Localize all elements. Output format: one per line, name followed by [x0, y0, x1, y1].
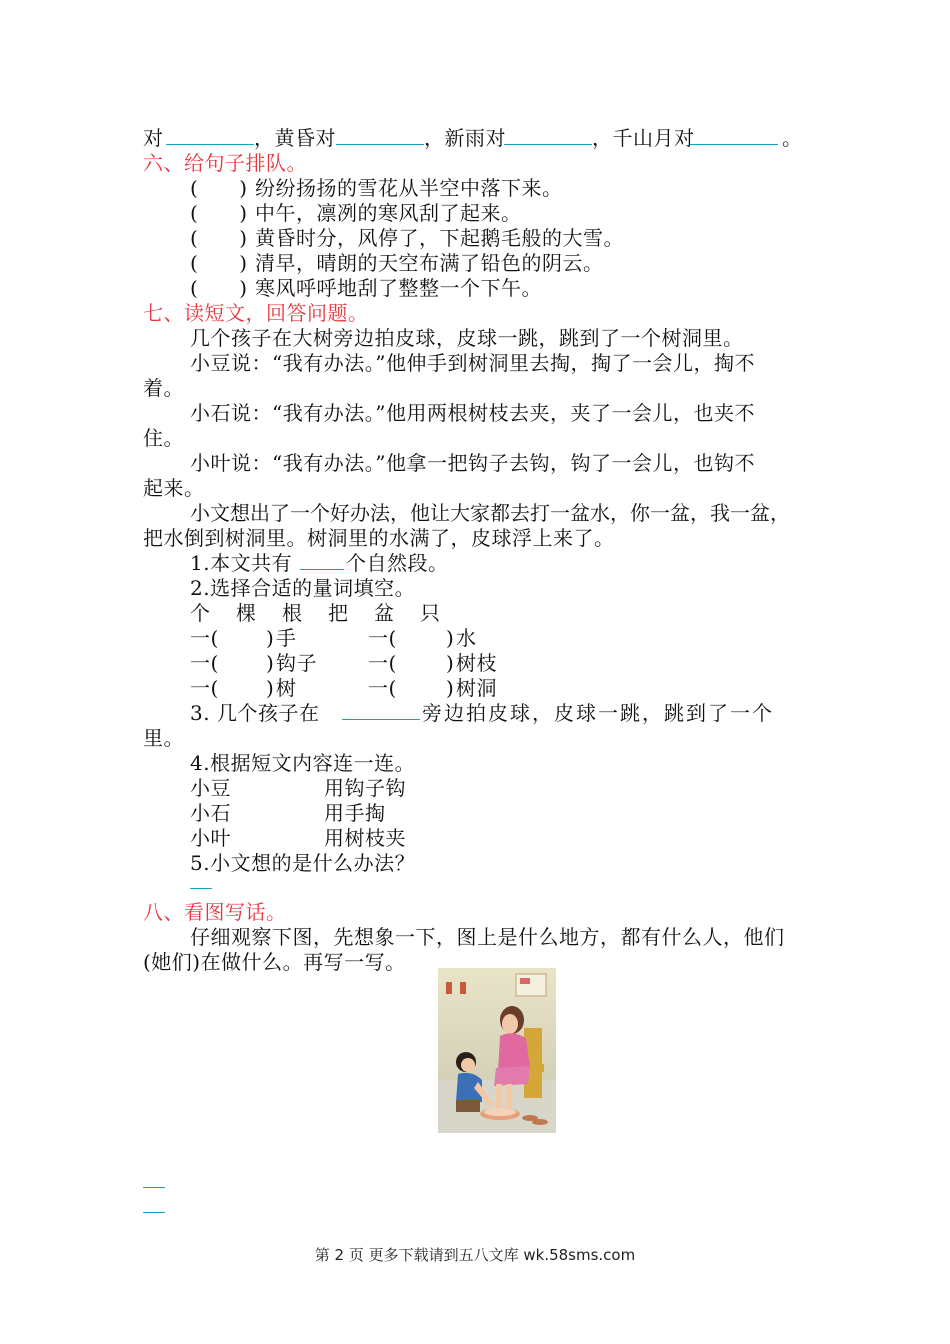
section6-title: 六、给句子排队。: [143, 151, 307, 175]
question-1-blank[interactable]: [300, 551, 344, 570]
question-5: 5.小文想的是什么办法？: [190, 851, 416, 875]
story-paragraph-3-cont: 住。: [143, 426, 184, 450]
match-right-item[interactable]: 用手掏: [324, 801, 386, 825]
fill-prefix: 一(: [190, 626, 219, 650]
fill-noun: 树洞: [456, 676, 497, 700]
fill-noun: 手: [276, 626, 297, 650]
question-3-text-b: 旁边拍皮球，皮球一跳，跳到了一个: [422, 701, 774, 725]
fill-prefix: 一(: [368, 651, 397, 675]
fill-suffix: ): [446, 651, 455, 675]
writing-answer-line-1[interactable]: [143, 1187, 165, 1188]
match-left-item[interactable]: 小叶: [190, 826, 231, 850]
fill-prefix: 一(: [368, 676, 397, 700]
sort-sentence-text: 纷纷扬扬的雪花从半空中落下来。: [255, 176, 563, 200]
story-paragraph-4-cont: 起来。: [143, 476, 205, 500]
couplet-text-5: 。: [782, 126, 803, 150]
question-3-blank[interactable]: [342, 701, 420, 720]
fill-suffix: ): [266, 626, 275, 650]
match-left-item[interactable]: 小豆: [190, 776, 231, 800]
measure-word: 把: [328, 601, 349, 625]
question-1-text-a: 1.本文共有: [190, 551, 293, 575]
measure-word: 只: [420, 601, 441, 625]
question-4: 4.根据短文内容连一连。: [190, 751, 416, 775]
couplet-text-3: ，新雨对: [424, 126, 506, 150]
sort-bracket[interactable]: ( ): [190, 276, 248, 300]
story-paragraph-5: 小文想出了一个好办法，他让大家都去打一盆水，你一盆，我一盆，: [190, 501, 790, 525]
section7-title: 七、读短文，回答问题。: [143, 301, 369, 325]
section8-prompt: 仔细观察下图，先想象一下，图上是什么地方，都有什么人，他们: [190, 925, 785, 949]
story-paragraph-5-cont: 把水倒到树洞里。树洞里的水满了，皮球浮上来了。: [143, 526, 615, 550]
fill-noun: 水: [456, 626, 477, 650]
story-paragraph-2-cont: 着。: [143, 376, 184, 400]
sort-sentence-text: 寒风呼呼地刮了整整一个下午。: [255, 276, 542, 300]
story-paragraph-3: 小石说：“我有办法。”他用两根树枝去夹，夹了一会儿，也夹不: [190, 401, 755, 425]
question-5-answer-line[interactable]: [190, 888, 212, 889]
measure-word: 个: [190, 601, 211, 625]
match-left-item[interactable]: 小石: [190, 801, 231, 825]
couplet-text-4: ，千山月对: [592, 126, 695, 150]
fill-noun: 树: [276, 676, 297, 700]
couplet-blank-3[interactable]: [504, 126, 592, 145]
question-3-text-a: 3. 几个孩子在: [190, 701, 320, 725]
question-3-cont: 里。: [143, 726, 184, 750]
story-paragraph-1: 几个孩子在大树旁边拍皮球，皮球一跳，跳到了一个树洞里。: [190, 326, 744, 350]
fill-noun: 树枝: [456, 651, 497, 675]
couplet-text-2: ，黄昏对: [254, 126, 336, 150]
measure-word: 盆: [374, 601, 395, 625]
sort-bracket[interactable]: ( ): [190, 226, 248, 250]
fill-prefix: 一(: [190, 676, 219, 700]
sort-bracket[interactable]: ( ): [190, 251, 248, 275]
fill-suffix: ): [266, 676, 275, 700]
story-paragraph-4: 小叶说：“我有办法。”他拿一把钩子去钩，钩了一会儿，也钩不: [190, 451, 755, 475]
couplet-text-1: 对: [143, 126, 164, 150]
illustration-child-washing-mother-feet: [438, 968, 556, 1133]
page-footer: 第 2 页 更多下载请到五八文库 wk.58sms.com: [314, 1246, 636, 1264]
fill-suffix: ): [266, 651, 275, 675]
writing-answer-line-2[interactable]: [143, 1212, 165, 1213]
fill-noun: 钩子: [276, 651, 317, 675]
section8-prompt-cont: (她们)在做什么。再写一写。: [143, 950, 406, 974]
question-1-text-b: 个自然段。: [346, 551, 449, 575]
couplet-blank-2[interactable]: [336, 126, 424, 145]
couplet-blank-1[interactable]: [166, 126, 254, 145]
sort-bracket[interactable]: ( ): [190, 201, 248, 225]
sort-bracket[interactable]: ( ): [190, 176, 248, 200]
match-right-item[interactable]: 用钩子钩: [324, 776, 406, 800]
sort-sentence-text: 中午，凛冽的寒风刮了起来。: [255, 201, 522, 225]
sort-sentence-text: 清早，晴朗的天空布满了铅色的阴云。: [255, 251, 604, 275]
fill-prefix: 一(: [368, 626, 397, 650]
sort-sentence-text: 黄昏时分，风停了，下起鹅毛般的大雪。: [255, 226, 624, 250]
fill-suffix: ): [446, 626, 455, 650]
fill-prefix: 一(: [190, 651, 219, 675]
story-paragraph-2: 小豆说：“我有办法。”他伸手到树洞里去掏，掏了一会儿，掏不: [190, 351, 755, 375]
section8-title: 八、看图写话。: [143, 900, 287, 924]
measure-word: 根: [282, 601, 303, 625]
couplet-blank-4[interactable]: [690, 126, 778, 145]
match-right-item[interactable]: 用树枝夹: [324, 826, 406, 850]
measure-word: 棵: [236, 601, 257, 625]
question-2: 2.选择合适的量词填空。: [190, 576, 416, 600]
fill-suffix: ): [446, 676, 455, 700]
